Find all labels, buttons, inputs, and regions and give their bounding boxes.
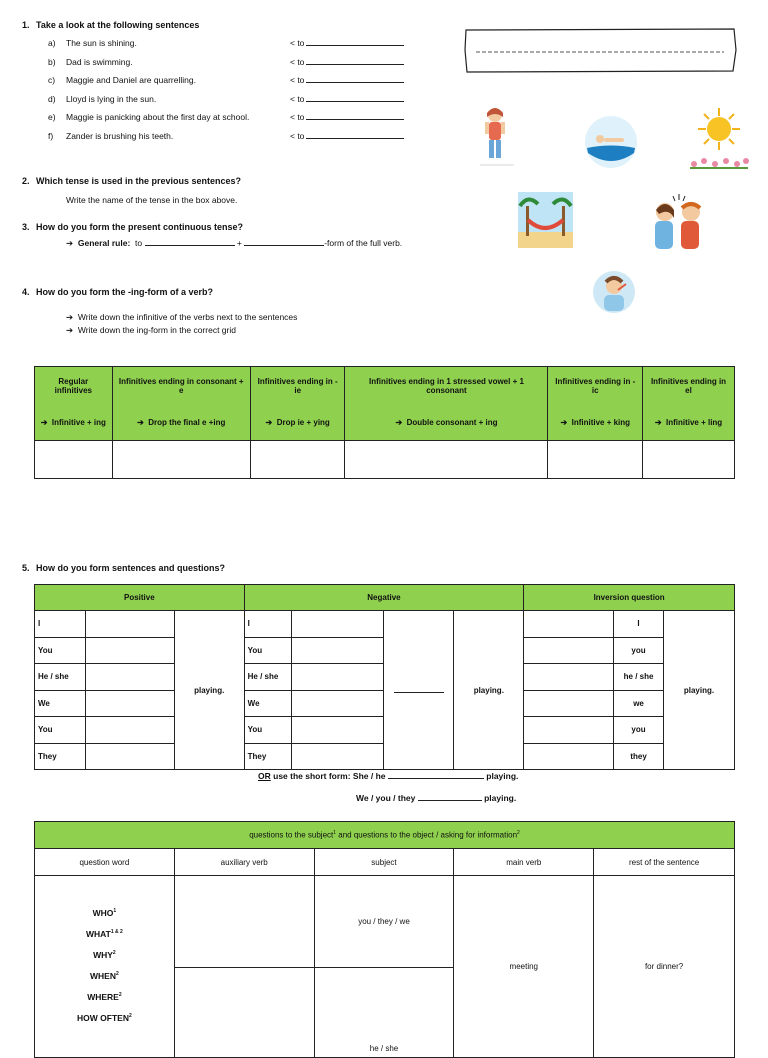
short-form-blank-1[interactable] (388, 778, 484, 779)
ing-rule-3: ➔ Double consonant + ing (345, 405, 548, 441)
neg-blank[interactable] (394, 692, 444, 693)
question-word: WHO$^1$ (92, 907, 117, 918)
ing-header-0: Regular infinitives (35, 367, 113, 405)
info-col-header-3: main verb (454, 849, 594, 876)
inv-pronoun: I (614, 611, 664, 638)
ing-header-1: Infinitives ending in consonant + e (112, 367, 250, 405)
quarrelling-kids-icon (649, 192, 707, 252)
inv-pronoun: we (614, 690, 664, 717)
neg-pronoun: You (244, 717, 291, 744)
info-col-header-0: question word (35, 849, 175, 876)
q1-title: 1. Take a look at the following sentences (22, 20, 200, 30)
ing-rule-5: ➔ Infinitive + ling (643, 405, 735, 441)
inv-pronoun: you (614, 717, 664, 744)
to-label: < to (290, 38, 305, 48)
ing-header-5: Infinitives ending in el (643, 367, 735, 405)
ing-rule-2: ➔ Drop ie + ying (250, 405, 345, 441)
neg-verb-cell[interactable] (291, 637, 384, 664)
neg-pronoun: We (244, 690, 291, 717)
inv-aux-cell[interactable] (524, 611, 614, 638)
short-form-blank-2[interactable] (418, 800, 482, 801)
to-label: < to (290, 131, 305, 141)
pos-playing: playing. (174, 611, 244, 770)
sentence-letter: d) (48, 93, 56, 104)
question-word-cell (35, 876, 175, 1058)
info-col-header-1: auxiliary verb (174, 849, 314, 876)
ing-answer-cell-5[interactable] (643, 441, 735, 479)
sentence-text: Lloyd is lying in the sun. (66, 93, 157, 104)
neg-playing: playing. (454, 611, 524, 770)
auxiliary-verb-cell-bottom[interactable] (174, 968, 314, 1058)
inv-aux-cell[interactable] (524, 664, 614, 691)
ing-rule-0: ➔ Infinitive + ing (35, 405, 113, 441)
infinitive-blank[interactable] (306, 138, 404, 139)
pos-verb-cell[interactable] (85, 743, 174, 770)
q4-bullet-2: ➔ Write down the ing-form in the correct grid (66, 325, 236, 335)
q2-instruction: Write the name of the tense in the box above. (66, 195, 238, 205)
info-table-title: questions to the subject$^1$ and questions to the object / asking for information$^2$ (35, 822, 735, 849)
pos-verb-cell[interactable] (85, 690, 174, 717)
arrow-icon: ➔ (137, 417, 149, 427)
short-form-line-1: OR use the short form: She / he playing. (258, 771, 519, 781)
neg-verb-cell[interactable] (291, 743, 384, 770)
q1-sentence-row (48, 131, 418, 141)
infinitive-to (290, 57, 404, 67)
main-verb-cell: meeting (454, 876, 594, 1058)
infinitive-blank[interactable] (306, 64, 404, 65)
ing-rule-4: ➔ Infinitive + king (548, 405, 643, 441)
inv-aux-cell[interactable] (524, 717, 614, 744)
infinitive-to (290, 75, 404, 85)
inv-pronoun: they (614, 743, 664, 770)
rule-blank-1[interactable] (145, 245, 235, 246)
ing-answer-cell-2[interactable] (250, 441, 345, 479)
ing-header-2: Infinitives ending in -ie (250, 367, 345, 405)
inv-pronoun: you (614, 637, 664, 664)
q2-title: 2. Which tense is used in the previous sentences? (22, 176, 242, 186)
infinitive-blank[interactable] (306, 119, 404, 120)
sentence-text: The sun is shining. (66, 38, 137, 48)
negative-header: Negative (244, 585, 524, 611)
pos-pronoun: I (35, 611, 86, 638)
inv-aux-cell[interactable] (524, 690, 614, 717)
info-col-header-2: subject (314, 849, 454, 876)
neg-pronoun: I (244, 611, 291, 638)
to-label: < to (290, 112, 305, 123)
neg-pronoun: You (244, 637, 291, 664)
neg-verb-cell[interactable] (291, 690, 384, 717)
arrow-icon: ➔ (265, 417, 277, 427)
infinitive-to (290, 131, 404, 141)
short-form-line-2: We / you / they playing. (356, 793, 517, 803)
sentence-letter: f) (48, 131, 54, 141)
pos-verb-cell[interactable] (85, 664, 174, 691)
sentence-letter: b) (48, 56, 56, 67)
pos-verb-cell[interactable] (85, 637, 174, 664)
arrow-icon: ➔ (560, 417, 572, 427)
to-label: < to (290, 75, 305, 86)
ing-answer-cell-0[interactable] (35, 441, 113, 479)
pos-verb-cell[interactable] (85, 611, 174, 638)
sentence-text: Zander is brushing his teeth. (66, 131, 174, 141)
question-word: WHY$^2$ (93, 949, 116, 960)
pos-pronoun: You (35, 717, 86, 744)
infinitive-to (290, 112, 404, 122)
neg-not-cell[interactable] (384, 611, 454, 770)
pos-pronoun: You (35, 637, 86, 664)
pos-pronoun: We (35, 690, 86, 717)
inv-playing: playing. (664, 611, 735, 770)
ing-form-table (34, 366, 735, 479)
q4-title: 4. How do you form the -ing-form of a verb? (22, 287, 213, 297)
neg-pronoun: They (244, 743, 291, 770)
arrow-icon: ➔ (66, 238, 74, 248)
arrow-icon: ➔ (66, 325, 74, 335)
sentence-letter: c) (48, 75, 56, 86)
arrow-icon: ➔ (40, 417, 52, 427)
auxiliary-verb-cell-top[interactable] (174, 876, 314, 968)
sentence-form-table (34, 584, 735, 770)
ing-answer-cell-3[interactable] (345, 441, 548, 479)
sentence-text: Maggie is panicking about the first day at school. (66, 112, 250, 123)
q1-sentence-row (48, 38, 418, 48)
infinitive-blank[interactable] (306, 45, 404, 46)
rule-blank-2[interactable] (244, 245, 324, 246)
neg-pronoun: He / she (244, 664, 291, 691)
infinitive-to (290, 94, 404, 104)
pos-pronoun: They (35, 743, 86, 770)
tense-answer-box[interactable] (462, 26, 738, 74)
hammock-icon (518, 192, 573, 248)
positive-header: Positive (35, 585, 245, 611)
inv-aux-cell[interactable] (524, 743, 614, 770)
q3-title: 3. How do you form the present continuous tense? (22, 222, 244, 232)
question-word: HOW OFTEN$^2$ (77, 1012, 132, 1023)
q4-bullet-1: ➔ Write down the infinitive of the verbs next to the sentences (66, 312, 298, 322)
pos-pronoun: He / she (35, 664, 86, 691)
swimmer-icon (584, 115, 638, 169)
arrow-icon: ➔ (654, 417, 666, 427)
question-word: $WHAT^{1 \& 2}$ (85, 928, 123, 939)
question-word: WHEN$^2$ (90, 970, 119, 981)
arrow-icon: ➔ (395, 417, 407, 427)
q1-sentence-row (48, 112, 418, 122)
infinitive-blank[interactable] (306, 82, 404, 83)
sentence-text: Dad is swimming. (66, 56, 133, 67)
girl-panicking-icon (478, 103, 518, 167)
information-questions-table (34, 821, 735, 1058)
inversion-header: Inversion question (524, 585, 735, 611)
q1-sentence-row (48, 94, 418, 104)
sentence-text: Maggie and Daniel are quarrelling. (66, 75, 196, 86)
ing-rule-1: ➔ Drop the final e +ing (112, 405, 250, 441)
subject-cell-bottom: he / she (314, 968, 454, 1058)
q3-rule: ➔ General rule: to + -form of the full verb. (66, 238, 403, 248)
ing-header-3: Infinitives ending in 1 stressed vowel + 1 consonant (345, 367, 548, 405)
pos-verb-cell[interactable] (85, 717, 174, 744)
infinitive-to (290, 38, 404, 48)
sentence-letter: e) (48, 112, 56, 123)
info-col-header-4: rest of the sentence (594, 849, 735, 876)
q1-sentence-row (48, 57, 418, 67)
neg-verb-cell[interactable] (291, 717, 384, 744)
ing-answer-cell-4[interactable] (548, 441, 643, 479)
question-word: WHERE$^2$ (87, 991, 122, 1002)
neg-verb-cell[interactable] (291, 611, 384, 638)
to-label: < to (290, 56, 305, 67)
inv-aux-cell[interactable] (524, 637, 614, 664)
ing-answer-cell-1[interactable] (112, 441, 250, 479)
sentence-letter: a) (48, 38, 56, 48)
subject-cell-top: you / they / we (314, 876, 454, 968)
inv-pronoun: he / she (614, 664, 664, 691)
neg-verb-cell[interactable] (291, 664, 384, 691)
q1-sentence-row (48, 75, 418, 85)
ing-header-4: Infinitives ending in -ic (548, 367, 643, 405)
infinitive-blank[interactable] (306, 101, 404, 102)
q5-title: 5. How do you form sentences and questions? (22, 563, 226, 573)
arrow-icon: ➔ (66, 312, 74, 322)
boy-brushing-teeth-icon (592, 268, 636, 314)
sun-icon (688, 106, 750, 172)
to-label: < to (290, 93, 305, 104)
rest-cell: for dinner? (594, 876, 735, 1058)
